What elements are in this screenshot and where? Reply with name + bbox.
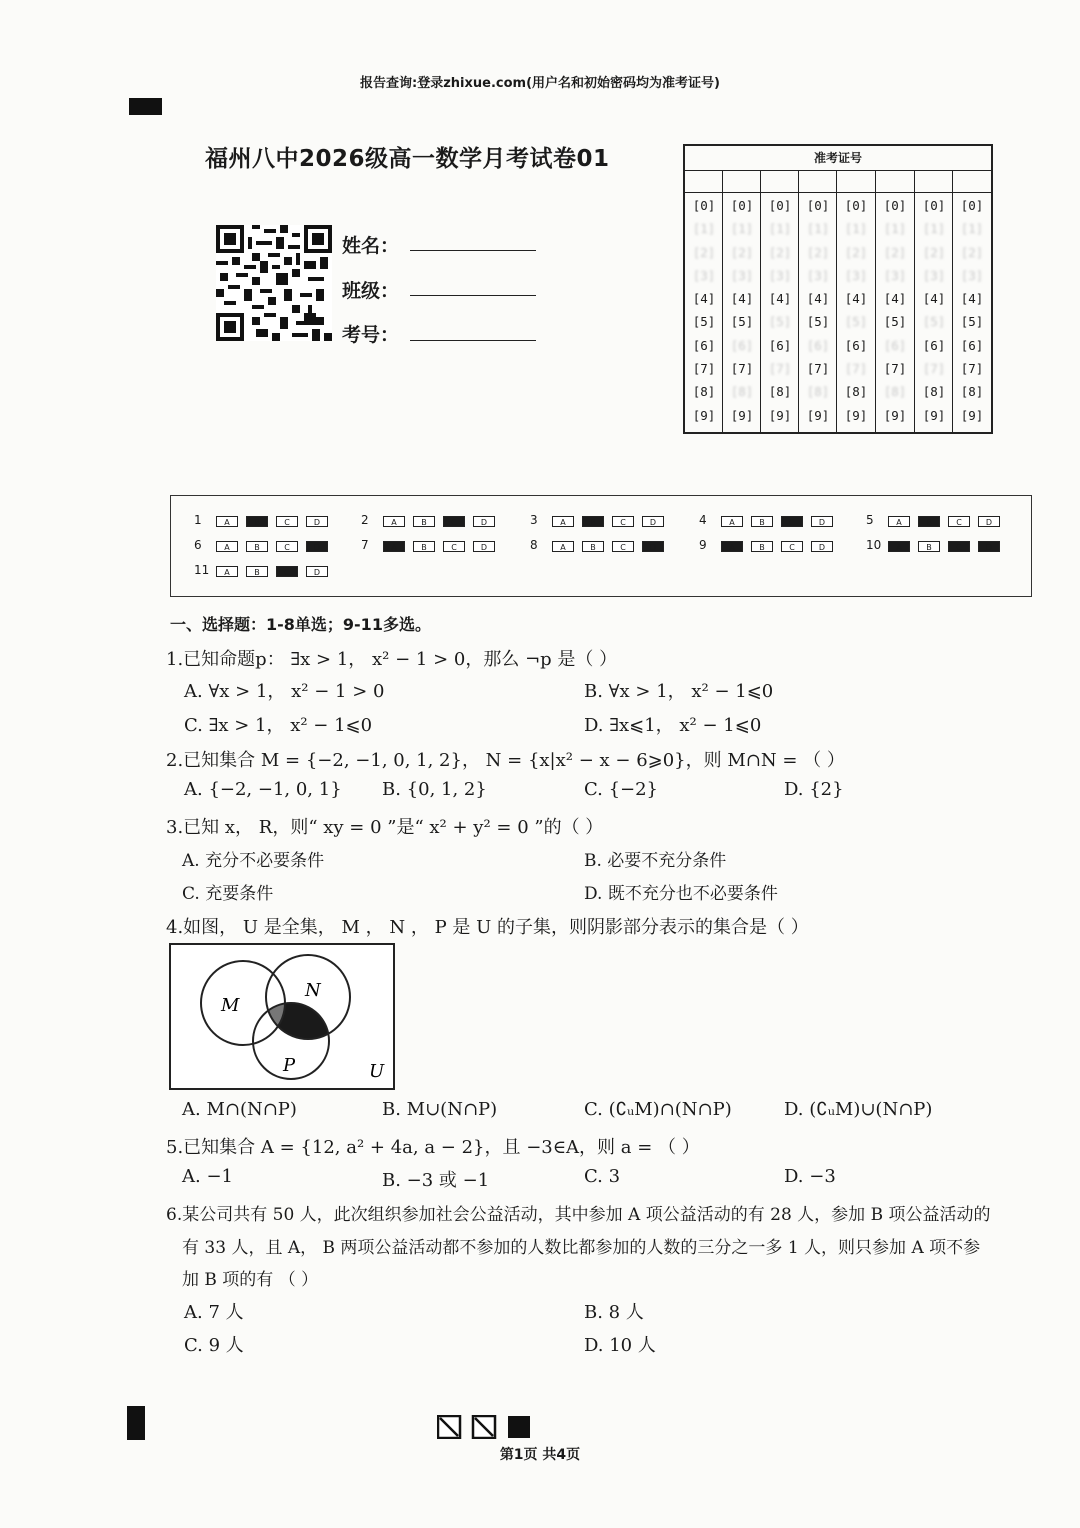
answer-bubble-a[interactable]: A — [888, 516, 910, 527]
answer-item-number: 7 — [361, 538, 369, 552]
admission-digit-bubble[interactable]: [7] — [806, 361, 830, 377]
admission-digit-bubble[interactable]: [4] — [960, 291, 984, 307]
answer-bubble-b[interactable]: B — [918, 516, 940, 527]
venn-diagram — [169, 943, 395, 1090]
admission-digit-bubble[interactable]: [1] — [883, 221, 907, 237]
answer-item-number: 11 — [194, 563, 210, 577]
answer-bubble-b[interactable]: B — [751, 541, 773, 552]
admission-digit-column — [877, 198, 913, 431]
admission-digit-bubble[interactable]: [4] — [730, 291, 754, 307]
admission-digit-bubble[interactable]: [5] — [768, 314, 792, 330]
question-4-choice-a[interactable]: A. M∩(N∩P) — [182, 1099, 297, 1120]
admission-digit-bubble[interactable]: [2] — [922, 244, 946, 260]
admission-digit-bubble[interactable]: [7] — [730, 361, 754, 377]
admission-digit-bubble[interactable]: [2] — [806, 244, 830, 260]
admission-digit-bubble[interactable]: [7] — [922, 361, 946, 377]
admission-digit-bubble[interactable]: [9] — [883, 407, 907, 423]
admission-digit-bubble[interactable]: [4] — [806, 291, 830, 307]
answer-bubble-a[interactable]: A — [888, 541, 910, 552]
report-query-note: 报告查询:登录zhixue.com(用户名和初始密码均为准考证号) — [360, 76, 720, 91]
question-5-choice-b[interactable]: B. −3 或 −1 — [382, 1170, 490, 1191]
answer-bubble-b[interactable]: B — [582, 516, 604, 527]
admission-digit-bubble[interactable]: [6] — [844, 337, 868, 353]
admission-digit-bubble[interactable]: [5] — [730, 314, 754, 330]
answer-bubble-d[interactable]: D — [978, 541, 1000, 552]
answer-item-number: 5 — [866, 513, 874, 527]
question-2-choice-c[interactable]: C. {−2} — [584, 779, 659, 800]
admission-digit-bubble[interactable]: [0] — [922, 198, 946, 213]
admission-digit-column — [724, 198, 760, 431]
answer-bubble-d[interactable]: D — [306, 566, 328, 577]
answer-item-number: 9 — [699, 538, 707, 552]
answer-bubble-d[interactable]: D — [811, 541, 833, 552]
answer-bubble-d[interactable]: D — [811, 516, 833, 527]
answer-bubble-d[interactable]: D — [306, 516, 328, 527]
question-3-choice-b[interactable]: B. 必要不充分条件 — [584, 851, 727, 871]
admission-digit-bubble[interactable]: [6] — [730, 337, 754, 353]
answer-bubble-c[interactable]: C — [781, 541, 803, 552]
answer-item-number: 6 — [194, 538, 202, 552]
answer-bubble-a[interactable]: A — [383, 516, 405, 527]
admission-digit-bubble[interactable]: [2] — [883, 244, 907, 260]
admission-digit-bubble[interactable]: [1] — [922, 221, 946, 237]
answer-bubble-d[interactable]: D — [642, 541, 664, 552]
name-field[interactable] — [410, 250, 536, 251]
answer-item-number: 1 — [194, 513, 202, 527]
question-6-choice-d[interactable]: D. 10 人 — [584, 1335, 656, 1356]
admission-digit-column — [800, 198, 836, 431]
admission-digit-bubble[interactable]: [0] — [730, 198, 754, 213]
question-4-choice-b[interactable]: B. M∪(N∩P) — [382, 1099, 498, 1120]
admission-digit-bubble[interactable]: [8] — [960, 384, 984, 400]
admission-digit-bubble[interactable]: [4] — [768, 291, 792, 307]
admission-digit-bubble[interactable]: [8] — [806, 384, 830, 400]
answer-bubble-c[interactable]: C — [276, 566, 298, 577]
admission-digit-bubble[interactable]: [5] — [692, 314, 716, 330]
admission-digit-bubble[interactable]: [4] — [883, 291, 907, 307]
answer-bubble-d[interactable]: D — [473, 516, 495, 527]
admission-digit-bubble[interactable]: [7] — [844, 361, 868, 377]
question-5-choice-a[interactable]: A. −1 — [182, 1166, 233, 1187]
admission-number-entry-row — [685, 170, 991, 193]
admission-digit-bubble[interactable]: [6] — [960, 337, 984, 353]
admission-digit-bubble[interactable]: [2] — [844, 244, 868, 260]
question-1-choice-d[interactable]: D. ∃x⩽1， x² − 1⩽0 — [584, 715, 762, 736]
admission-digit-bubble[interactable]: [0] — [806, 198, 830, 213]
question-1-choice-b[interactable]: B. ∀x > 1， x² − 1⩽0 — [584, 681, 774, 702]
answer-bubble-a[interactable]: A — [552, 541, 574, 552]
answer-bubble-d[interactable]: D — [473, 541, 495, 552]
class-field[interactable] — [410, 295, 536, 296]
answer-bubble-a[interactable]: A — [721, 516, 743, 527]
section-heading: 一、选择题：1-8单选；9-11多选。 — [170, 615, 431, 634]
question-5-choice-c[interactable]: C. 3 — [584, 1166, 621, 1187]
admission-number-box — [683, 144, 993, 434]
admission-digit-bubble[interactable]: [4] — [922, 291, 946, 307]
answer-item-number: 8 — [530, 538, 538, 552]
admission-digit-bubble[interactable]: [8] — [883, 384, 907, 400]
answer-item-number: 2 — [361, 513, 369, 527]
answer-bubble-c[interactable]: C — [948, 541, 970, 552]
question-4-choice-d[interactable]: D. (∁ᵤM)∪(N∩P) — [784, 1099, 933, 1120]
admission-digit-bubble[interactable]: [6] — [768, 337, 792, 353]
admission-digit-bubble[interactable]: [2] — [692, 244, 716, 260]
admission-digit-bubble[interactable]: [3] — [883, 267, 907, 283]
venn-label-m: M — [221, 995, 240, 1016]
page-sync-marks — [437, 1415, 532, 1439]
question-2-choice-b[interactable]: B. {0, 1, 2} — [382, 779, 487, 800]
question-6-choice-b[interactable]: B. 8 人 — [584, 1302, 644, 1323]
admission-digit-bubble[interactable]: [5] — [922, 314, 946, 330]
admission-digit-bubble[interactable]: [1] — [806, 221, 830, 237]
question-1-choice-c[interactable]: C. ∃x > 1， x² − 1⩽0 — [184, 715, 373, 736]
admission-digit-bubble[interactable]: [1] — [844, 221, 868, 237]
admission-digit-bubble[interactable]: [5] — [960, 314, 984, 330]
admission-digit-bubble[interactable]: [7] — [883, 361, 907, 377]
question-5-choice-d[interactable]: D. −3 — [784, 1166, 836, 1187]
admission-digit-bubble[interactable]: [1] — [960, 221, 984, 237]
admission-digit-bubble[interactable]: [7] — [692, 361, 716, 377]
admission-digit-bubble[interactable]: [2] — [730, 244, 754, 260]
answer-bubble-c[interactable]: C — [443, 541, 465, 552]
answer-bubble-d[interactable]: D — [642, 516, 664, 527]
question-2-choice-a[interactable]: A. {−2, −1, 0, 1} — [184, 779, 342, 800]
question-2-stem: 2.已知集合 M = {−2, −1, 0, 1, 2}， N = {x|x² − x − 6⩾0}，则 M∩N = （ ） — [166, 750, 845, 771]
answer-bubble-d[interactable]: D — [306, 541, 328, 552]
admission-digit-bubble[interactable]: [9] — [844, 407, 868, 423]
answer-bubble-a[interactable]: A — [216, 516, 238, 527]
admission-digit-bubble[interactable]: [3] — [844, 267, 868, 283]
answer-bubble-d[interactable]: D — [978, 516, 1000, 527]
exam-number-field[interactable] — [410, 340, 536, 341]
admission-digit-bubble[interactable]: [4] — [844, 291, 868, 307]
question-2-choice-d[interactable]: D. {2} — [784, 779, 844, 800]
question-6-stem-line-2: 有 33 人，且 A， B 两项公益活动都不参加的人数比都参加的人数的三分之一多 1 人，则只参加 A 项不参 — [182, 1238, 981, 1258]
page-number: 第1页 共4页 — [499, 1447, 581, 1463]
answer-bubble-b[interactable]: B — [751, 516, 773, 527]
qr-code — [216, 225, 332, 341]
answer-bubble-a[interactable]: A — [216, 541, 238, 552]
answer-bubble-b[interactable]: B — [246, 566, 268, 577]
answer-bubble-c[interactable]: C — [612, 541, 634, 552]
venn-label-n: N — [305, 980, 321, 1001]
admission-digit-bubble[interactable]: [0] — [692, 198, 716, 213]
admission-digit-bubble[interactable]: [3] — [960, 267, 984, 283]
admission-digit-column — [686, 198, 722, 431]
admission-digit-bubble[interactable]: [9] — [806, 407, 830, 423]
answer-bubble-b[interactable]: B — [918, 541, 940, 552]
answer-bubble-c[interactable]: C — [443, 516, 465, 527]
admission-digit-bubble[interactable]: [1] — [692, 221, 716, 237]
question-6-choice-a[interactable]: A. 7 人 — [184, 1302, 244, 1323]
answer-bubble-c[interactable]: C — [948, 516, 970, 527]
admission-digit-bubble[interactable]: [9] — [768, 407, 792, 423]
name-label: 姓名： — [342, 235, 400, 257]
answer-item-number: 4 — [699, 513, 707, 527]
admission-digit-column — [762, 198, 798, 431]
admission-digit-bubble[interactable]: [7] — [768, 361, 792, 377]
answer-item-number: 10 — [866, 538, 882, 552]
admission-digit-bubble[interactable]: [0] — [844, 198, 868, 213]
admission-digit-bubble[interactable]: [4] — [692, 291, 716, 307]
answer-bubble-b[interactable]: B — [413, 541, 435, 552]
admission-digit-bubble[interactable]: [9] — [730, 407, 754, 423]
answer-bubble-c[interactable]: C — [276, 516, 298, 527]
answer-bubble-b[interactable]: B — [413, 516, 435, 527]
corner-mark-bottom-left — [127, 1406, 145, 1440]
admission-digit-bubble[interactable]: [3] — [730, 267, 754, 283]
admission-digit-bubble[interactable]: [5] — [806, 314, 830, 330]
admission-digit-bubble[interactable]: [9] — [922, 407, 946, 423]
question-4-choice-c[interactable]: C. (∁ᵤM)∩(N∩P) — [584, 1099, 732, 1120]
answer-bubble-a[interactable]: A — [383, 541, 405, 552]
question-6-stem-line-1: 6.某公司共有 50 人，此次组织参加社会公益活动，其中参加 A 项公益活动的有 28 人，参加 B 项公益活动的 — [166, 1205, 991, 1225]
question-3-choice-a[interactable]: A. 充分不必要条件 — [182, 851, 325, 871]
answer-bubble-a[interactable]: A — [216, 566, 238, 577]
admission-digit-bubble[interactable]: [1] — [730, 221, 754, 237]
answer-bubble-c[interactable]: C — [276, 541, 298, 552]
answer-item-number: 3 — [530, 513, 538, 527]
admission-digit-bubble[interactable]: [0] — [960, 198, 984, 213]
admission-digit-bubble[interactable]: [6] — [922, 337, 946, 353]
answer-bubble-c[interactable]: C — [781, 516, 803, 527]
answer-bubble-a[interactable]: A — [552, 516, 574, 527]
exam-title: 福州八中2026级高一数学月考试卷01 — [205, 146, 610, 172]
venn-label-p: P — [283, 1055, 296, 1076]
admission-digit-bubble[interactable]: [6] — [806, 337, 830, 353]
admission-digit-bubble[interactable]: [5] — [883, 314, 907, 330]
question-4-stem: 4.如图， U 是全集， M ， N ， P 是 U 的子集，则阴影部分表示的集合是（ ） — [166, 917, 809, 938]
admission-digit-bubble[interactable]: [8] — [692, 384, 716, 400]
admission-digit-bubble[interactable]: [3] — [806, 267, 830, 283]
admission-digit-bubble[interactable]: [3] — [768, 267, 792, 283]
admission-digit-column — [838, 198, 874, 431]
admission-digit-bubble[interactable]: [0] — [883, 198, 907, 213]
exam-number-label: 考号： — [342, 324, 400, 346]
admission-digit-bubble[interactable]: [1] — [768, 221, 792, 237]
answer-bubble-c[interactable]: C — [612, 516, 634, 527]
admission-digit-bubble[interactable]: [5] — [844, 314, 868, 330]
admission-digit-bubble[interactable]: [2] — [768, 244, 792, 260]
admission-digit-bubble[interactable]: [8] — [844, 384, 868, 400]
admission-digit-bubble[interactable]: [0] — [768, 198, 792, 213]
question-1-stem: 1.已知命题p： ∃x > 1， x² − 1 > 0，那么 ¬p 是（ ） — [166, 649, 618, 670]
admission-digit-bubble[interactable]: [9] — [692, 407, 716, 423]
admission-digit-bubble[interactable]: [8] — [922, 384, 946, 400]
admission-digit-bubble[interactable]: [7] — [960, 361, 984, 377]
admission-digit-column — [954, 198, 990, 431]
admission-digit-bubble[interactable]: [6] — [883, 337, 907, 353]
answer-bubble-b[interactable]: B — [246, 541, 268, 552]
question-5-stem: 5.已知集合 A = {12, a² + 4a, a − 2}，且 −3∈A，则 a = （ ） — [166, 1137, 700, 1158]
admission-digit-bubble[interactable]: [3] — [692, 267, 716, 283]
corner-mark-top-left — [129, 98, 162, 115]
admission-digit-bubble[interactable]: [9] — [960, 407, 984, 423]
admission-digit-bubble[interactable]: [3] — [922, 267, 946, 283]
admission-digit-bubble[interactable]: [8] — [730, 384, 754, 400]
question-3-choice-d[interactable]: D. 既不充分也不必要条件 — [584, 884, 778, 904]
answer-bubble-b[interactable]: B — [582, 541, 604, 552]
admission-digit-bubble[interactable]: [8] — [768, 384, 792, 400]
answer-bubble-a[interactable]: A — [721, 541, 743, 552]
admission-digit-column — [916, 198, 952, 431]
admission-digit-bubble[interactable]: [6] — [692, 337, 716, 353]
venn-label-u: U — [369, 1061, 385, 1082]
question-6-choice-c[interactable]: C. 9 人 — [184, 1335, 244, 1356]
answer-bubble-b[interactable]: B — [246, 516, 268, 527]
class-label: 班级： — [342, 280, 400, 302]
question-1-choice-a[interactable]: A. ∀x > 1， x² − 1 > 0 — [184, 681, 385, 702]
question-3-choice-c[interactable]: C. 充要条件 — [182, 884, 274, 904]
question-3-stem: 3.已知 x， R，则“ xy = 0 ”是“ x² + y² = 0 ”的（ ） — [166, 817, 604, 838]
admission-number-title: 准考证号 — [685, 146, 991, 171]
question-6-stem-line-3: 加 B 项的有 （ ） — [182, 1270, 319, 1290]
admission-digit-bubble[interactable]: [2] — [960, 244, 984, 260]
